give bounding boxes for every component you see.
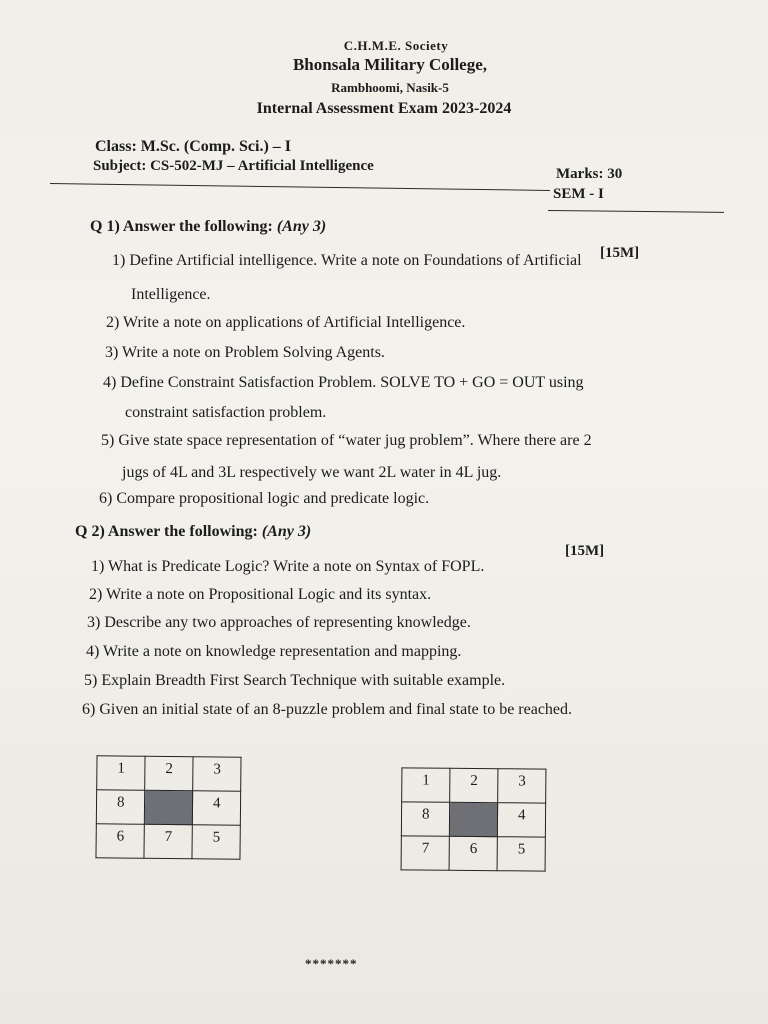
- q2-item-6-text: Given an initial state of an 8-puzzle problem and final state to be reached.: [99, 701, 573, 718]
- q1-item-4: [103, 374, 584, 392]
- q2-item-1-text: What is Predicate Logic? Write a note on Syntax of FOPL.: [108, 558, 485, 575]
- q1-item-5: [101, 432, 592, 450]
- grid-cell: 6: [449, 836, 497, 870]
- q1-item-1-num: 1): [112, 252, 126, 269]
- grid-row: [96, 790, 240, 826]
- q1-item-4-num: 4): [103, 374, 117, 391]
- q2-item-5: [84, 672, 505, 690]
- q2-item-3: [87, 614, 471, 632]
- q1-item-6-num: 6): [99, 490, 113, 507]
- exam-title: Internal Assessment Exam 2023-2024: [256, 100, 512, 117]
- q1-item-5-num: 5): [101, 432, 115, 449]
- q1-item-1-text: Define Artificial intelligence. Write a note on Foundations of Artificial: [129, 252, 582, 269]
- q2-item-6: [82, 701, 572, 719]
- q1-item-6-text: Compare propositional logic and predicate logic.: [116, 490, 430, 507]
- q1-item-5-text: Give state space representation of “water jug problem”. Where there are 2: [118, 432, 592, 449]
- header-divider-right: [548, 210, 724, 213]
- q1-item-2-num: 2): [106, 314, 120, 331]
- grid-cell: 4: [497, 803, 545, 837]
- grid-row: [97, 756, 241, 792]
- q2-item-2: [89, 586, 431, 604]
- q2-item-2-text: Write a note on Propositional Logic and its syntax.: [106, 586, 432, 603]
- grid-cell: 3: [193, 757, 241, 792]
- q2-title: [75, 523, 311, 541]
- q1-item-1-cont: Intelligence.: [131, 286, 211, 303]
- grid-cell: 3: [498, 769, 546, 803]
- class-label: Class: M.Sc. (Comp. Sci.) – I: [95, 138, 291, 155]
- subject-label: Subject: CS-502-MJ – Artificial Intelligence: [93, 158, 374, 174]
- q1-item-4-text: Define Constraint Satisfaction Problem. SOLVE TO + GO = OUT using: [120, 374, 584, 391]
- q2-item-6-num: 6): [82, 701, 96, 718]
- end-of-paper-mark: *******: [305, 956, 358, 971]
- q1-item-4-cont: constraint satisfaction problem.: [125, 404, 327, 421]
- blank-cell: [449, 802, 497, 836]
- q2-item-4-num: 4): [86, 643, 100, 660]
- marks-label: Marks: 30: [556, 166, 623, 182]
- q1-item-5-cont: jugs of 4L and 3L respectively we want 2L water in 4L jug.: [122, 464, 502, 481]
- grid-row: [96, 824, 240, 860]
- blank-cell: [144, 790, 192, 825]
- q1-item-3-num: 3): [105, 344, 119, 361]
- q1-item-6: [99, 490, 429, 508]
- grid-cell: 7: [401, 836, 449, 870]
- grid-cell: 8: [96, 790, 144, 825]
- header-divider: [50, 183, 550, 191]
- q1-title-text: Q 1) Answer the following:: [90, 218, 273, 235]
- grid-row: [402, 768, 546, 803]
- q2-item-4: [86, 643, 461, 661]
- q1-item-1: [112, 252, 582, 270]
- q2-item-4-text: Write a note on knowledge representation and mapping.: [103, 643, 462, 660]
- q1-item-2: [106, 314, 465, 332]
- college-address: Rambhoomi, Nasik-5: [331, 80, 449, 95]
- grid-row: [401, 836, 545, 871]
- college-name: Bhonsala Military College,: [292, 55, 488, 74]
- q2-item-2-num: 2): [89, 586, 103, 603]
- grid-cell: 5: [192, 825, 240, 860]
- grid-cell: 7: [144, 824, 192, 859]
- grid-cell: 2: [145, 756, 193, 791]
- society-name: C.H.M.E. Society: [343, 38, 449, 53]
- grid-cell: 5: [497, 837, 545, 871]
- grid-cell: 1: [402, 768, 450, 802]
- q1-item-3: [105, 344, 385, 362]
- final-state-grid: [401, 767, 547, 871]
- q2-choice: (Any 3): [261, 523, 312, 540]
- q1-choice: (Any 3): [276, 218, 327, 235]
- sem-label: SEM - I: [553, 186, 604, 202]
- grid-cell: 2: [450, 768, 498, 802]
- q2-marks: [15M]: [565, 543, 605, 559]
- q2-title-text: Q 2) Answer the following:: [75, 523, 258, 540]
- initial-state-grid: [95, 755, 241, 860]
- grid-row: [401, 802, 545, 837]
- q1-marks: [15M]: [600, 245, 640, 261]
- grid-cell: 1: [97, 756, 145, 791]
- q2-item-3-text: Describe any two approaches of representing knowledge.: [104, 614, 471, 631]
- q2-item-3-num: 3): [87, 614, 101, 631]
- grid-cell: 6: [96, 824, 144, 859]
- q1-item-3-text: Write a note on Problem Solving Agents.: [122, 344, 385, 361]
- grid-cell: 4: [192, 791, 240, 826]
- q2-item-5-text: Explain Breadth First Search Technique with suitable example.: [101, 672, 506, 689]
- grid-cell: 8: [401, 802, 449, 836]
- q1-item-2-text: Write a note on applications of Artificial Intelligence.: [123, 314, 466, 331]
- q2-item-5-num: 5): [84, 672, 98, 689]
- q1-title: [90, 218, 326, 236]
- q2-item-1: [91, 558, 484, 576]
- q2-item-1-num: 1): [91, 558, 105, 575]
